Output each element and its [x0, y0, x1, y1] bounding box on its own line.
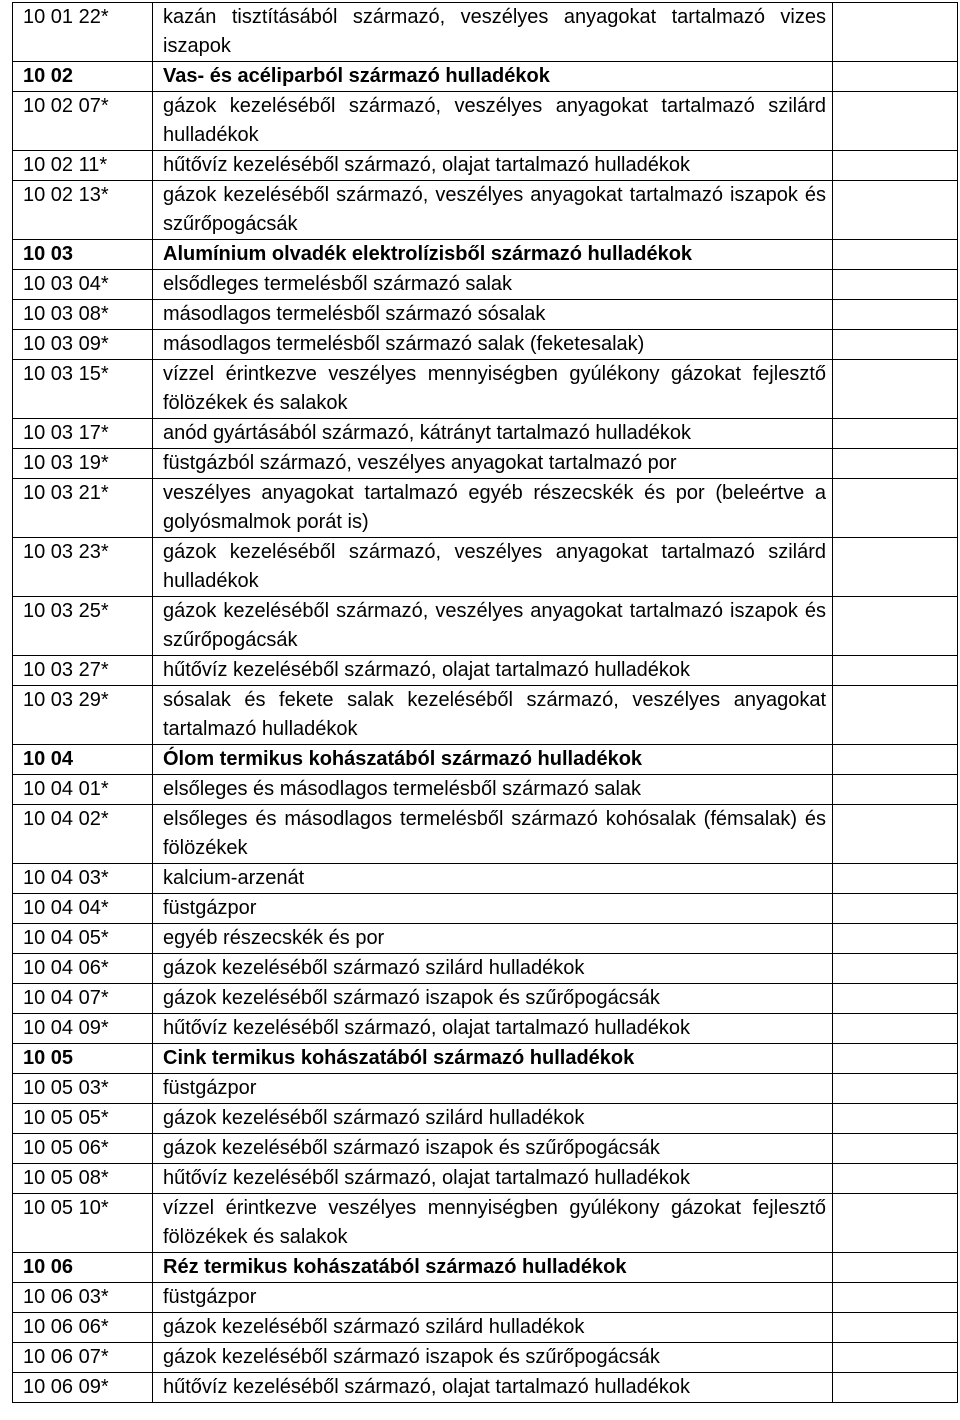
waste-description: veszélyes anyagokat tartalmazó egyéb részecskék és por (beleértve a golyósmalmok porát is) — [153, 479, 833, 538]
waste-description: füstgázból származó, veszélyes anyagokat tartalmazó por — [153, 449, 833, 479]
waste-description: hűtővíz kezeléséből származó, olajat tartalmazó hulladékok — [153, 151, 833, 181]
waste-description: vízzel érintkezve veszélyes mennyiségben gyúlékony gázokat fejlesztő fölözékek és salakok — [153, 360, 833, 419]
waste-code: 10 05 06* — [13, 1134, 153, 1164]
empty-cell — [833, 1253, 958, 1283]
empty-cell — [833, 954, 958, 984]
waste-description: gázok kezeléséből származó, veszélyes anyagokat tartalmazó iszapok és szűrőpogácsák — [153, 181, 833, 240]
table-row — [13, 1164, 958, 1194]
waste-code: 10 05 05* — [13, 1104, 153, 1134]
empty-cell — [833, 984, 958, 1014]
waste-code: 10 05 03* — [13, 1074, 153, 1104]
waste-description: gázok kezeléséből származó szilárd hulladékok — [153, 1313, 833, 1343]
waste-code: 10 03 09* — [13, 330, 153, 360]
section-header-row — [13, 745, 958, 775]
section-header-row — [13, 240, 958, 270]
empty-cell — [833, 92, 958, 151]
waste-description: kazán tisztításából származó, veszélyes anyagokat tartalmazó vizes iszapok — [153, 3, 833, 62]
empty-cell — [833, 1104, 958, 1134]
waste-code: 10 04 07* — [13, 984, 153, 1014]
section-title: Ólom termikus kohászatából származó hulladékok — [153, 745, 833, 775]
table-row — [13, 151, 958, 181]
waste-code: 10 03 21* — [13, 479, 153, 538]
waste-description: elsődleges termelésből származó salak — [153, 270, 833, 300]
table-row — [13, 1134, 958, 1164]
empty-cell — [833, 240, 958, 270]
empty-cell — [833, 924, 958, 954]
table-row — [13, 360, 958, 419]
table-row — [13, 538, 958, 597]
section-header-row — [13, 1044, 958, 1074]
table-row — [13, 1373, 958, 1403]
waste-code: 10 03 17* — [13, 419, 153, 449]
waste-code: 10 03 25* — [13, 597, 153, 656]
empty-cell — [833, 864, 958, 894]
waste-code: 10 06 09* — [13, 1373, 153, 1403]
empty-cell — [833, 1074, 958, 1104]
table-row — [13, 864, 958, 894]
waste-description: elsőleges és másodlagos termelésből származó salak — [153, 775, 833, 805]
table-row — [13, 1014, 958, 1044]
waste-description: gázok kezeléséből származó iszapok és szűrőpogácsák — [153, 1134, 833, 1164]
waste-code: 10 05 10* — [13, 1194, 153, 1253]
waste-description: füstgázpor — [153, 894, 833, 924]
waste-code: 10 02 13* — [13, 181, 153, 240]
waste-code-table — [12, 2, 958, 1403]
empty-cell — [833, 1134, 958, 1164]
waste-code: 10 03 — [13, 240, 153, 270]
waste-code: 10 04 04* — [13, 894, 153, 924]
table-row — [13, 686, 958, 745]
waste-description: hűtővíz kezeléséből származó, olajat tartalmazó hulladékok — [153, 656, 833, 686]
waste-description: vízzel érintkezve veszélyes mennyiségben gyúlékony gázokat fejlesztő fölözékek és salakok — [153, 1194, 833, 1253]
waste-code: 10 06 03* — [13, 1283, 153, 1313]
empty-cell — [833, 419, 958, 449]
table-row — [13, 984, 958, 1014]
table-row — [13, 775, 958, 805]
empty-cell — [833, 449, 958, 479]
waste-code: 10 03 15* — [13, 360, 153, 419]
table-row — [13, 894, 958, 924]
waste-code: 10 04 03* — [13, 864, 153, 894]
waste-code: 10 04 — [13, 745, 153, 775]
empty-cell — [833, 1194, 958, 1253]
waste-code: 10 02 — [13, 62, 153, 92]
table-row — [13, 924, 958, 954]
table-row — [13, 419, 958, 449]
section-title: Cink termikus kohászatából származó hulladékok — [153, 1044, 833, 1074]
waste-description: gázok kezeléséből származó iszapok és szűrőpogácsák — [153, 984, 833, 1014]
waste-description: gázok kezeléséből származó szilárd hulladékok — [153, 954, 833, 984]
empty-cell — [833, 686, 958, 745]
waste-code: 10 05 — [13, 1044, 153, 1074]
waste-description: gázok kezeléséből származó, veszélyes anyagokat tartalmazó iszapok és szűrőpogácsák — [153, 597, 833, 656]
waste-code: 10 04 02* — [13, 805, 153, 864]
empty-cell — [833, 1313, 958, 1343]
waste-code: 10 01 22* — [13, 3, 153, 62]
empty-cell — [833, 300, 958, 330]
waste-description: hűtővíz kezeléséből származó, olajat tartalmazó hulladékok — [153, 1164, 833, 1194]
table-body — [13, 3, 958, 1403]
waste-description: füstgázpor — [153, 1074, 833, 1104]
table-row — [13, 954, 958, 984]
table-row — [13, 1343, 958, 1373]
waste-description: hűtővíz kezeléséből származó, olajat tartalmazó hulladékok — [153, 1014, 833, 1044]
table-row — [13, 656, 958, 686]
empty-cell — [833, 151, 958, 181]
table-row — [13, 270, 958, 300]
empty-cell — [833, 62, 958, 92]
empty-cell — [833, 360, 958, 419]
waste-code: 10 02 11* — [13, 151, 153, 181]
waste-code: 10 05 08* — [13, 1164, 153, 1194]
table-row — [13, 1313, 958, 1343]
empty-cell — [833, 270, 958, 300]
table-row — [13, 330, 958, 360]
empty-cell — [833, 1164, 958, 1194]
waste-description: anód gyártásából származó, kátrányt tartalmazó hulladékok — [153, 419, 833, 449]
waste-code: 10 04 09* — [13, 1014, 153, 1044]
empty-cell — [833, 330, 958, 360]
table-row — [13, 449, 958, 479]
waste-description: másodlagos termelésből származó sósalak — [153, 300, 833, 330]
waste-code: 10 03 27* — [13, 656, 153, 686]
table-row — [13, 479, 958, 538]
table-row — [13, 597, 958, 656]
empty-cell — [833, 538, 958, 597]
waste-code: 10 03 23* — [13, 538, 153, 597]
waste-code: 10 04 01* — [13, 775, 153, 805]
waste-code: 10 03 08* — [13, 300, 153, 330]
table-row — [13, 92, 958, 151]
waste-code: 10 04 06* — [13, 954, 153, 984]
section-header-row — [13, 1253, 958, 1283]
waste-code: 10 03 29* — [13, 686, 153, 745]
waste-description: gázok kezeléséből származó, veszélyes anyagokat tartalmazó szilárd hulladékok — [153, 92, 833, 151]
waste-description: elsőleges és másodlagos termelésből származó kohósalak (fémsalak) és fölözékek — [153, 805, 833, 864]
empty-cell — [833, 479, 958, 538]
waste-description: hűtővíz kezeléséből származó, olajat tartalmazó hulladékok — [153, 1373, 833, 1403]
section-title: Réz termikus kohászatából származó hulladékok — [153, 1253, 833, 1283]
table-row — [13, 1194, 958, 1253]
waste-code: 10 04 05* — [13, 924, 153, 954]
empty-cell — [833, 1373, 958, 1403]
table-row — [13, 300, 958, 330]
waste-description: kalcium-arzenát — [153, 864, 833, 894]
waste-description: egyéb részecskék és por — [153, 924, 833, 954]
table-row — [13, 805, 958, 864]
empty-cell — [833, 656, 958, 686]
waste-description: gázok kezeléséből származó szilárd hulladékok — [153, 1104, 833, 1134]
waste-description: sósalak és fekete salak kezeléséből származó, veszélyes anyagokat tartalmazó hulladékok — [153, 686, 833, 745]
waste-description: füstgázpor — [153, 1283, 833, 1313]
empty-cell — [833, 775, 958, 805]
empty-cell — [833, 1044, 958, 1074]
empty-cell — [833, 1343, 958, 1373]
empty-cell — [833, 597, 958, 656]
table-row — [13, 1104, 958, 1134]
empty-cell — [833, 181, 958, 240]
section-title: Vas- és acéliparból származó hulladékok — [153, 62, 833, 92]
empty-cell — [833, 1283, 958, 1313]
waste-code: 10 03 04* — [13, 270, 153, 300]
table-row — [13, 3, 958, 62]
empty-cell — [833, 894, 958, 924]
waste-code: 10 06 — [13, 1253, 153, 1283]
table-row — [13, 181, 958, 240]
waste-description: gázok kezeléséből származó iszapok és szűrőpogácsák — [153, 1343, 833, 1373]
waste-code: 10 03 19* — [13, 449, 153, 479]
waste-code: 10 06 06* — [13, 1313, 153, 1343]
waste-description: gázok kezeléséből származó, veszélyes anyagokat tartalmazó szilárd hulladékok — [153, 538, 833, 597]
table-row — [13, 1074, 958, 1104]
empty-cell — [833, 805, 958, 864]
empty-cell — [833, 745, 958, 775]
empty-cell — [833, 1014, 958, 1044]
waste-code: 10 06 07* — [13, 1343, 153, 1373]
section-header-row — [13, 62, 958, 92]
empty-cell — [833, 3, 958, 62]
waste-description: másodlagos termelésből származó salak (feketesalak) — [153, 330, 833, 360]
table-row — [13, 1283, 958, 1313]
section-title: Alumínium olvadék elektrolízisből származó hulladékok — [153, 240, 833, 270]
waste-code: 10 02 07* — [13, 92, 153, 151]
